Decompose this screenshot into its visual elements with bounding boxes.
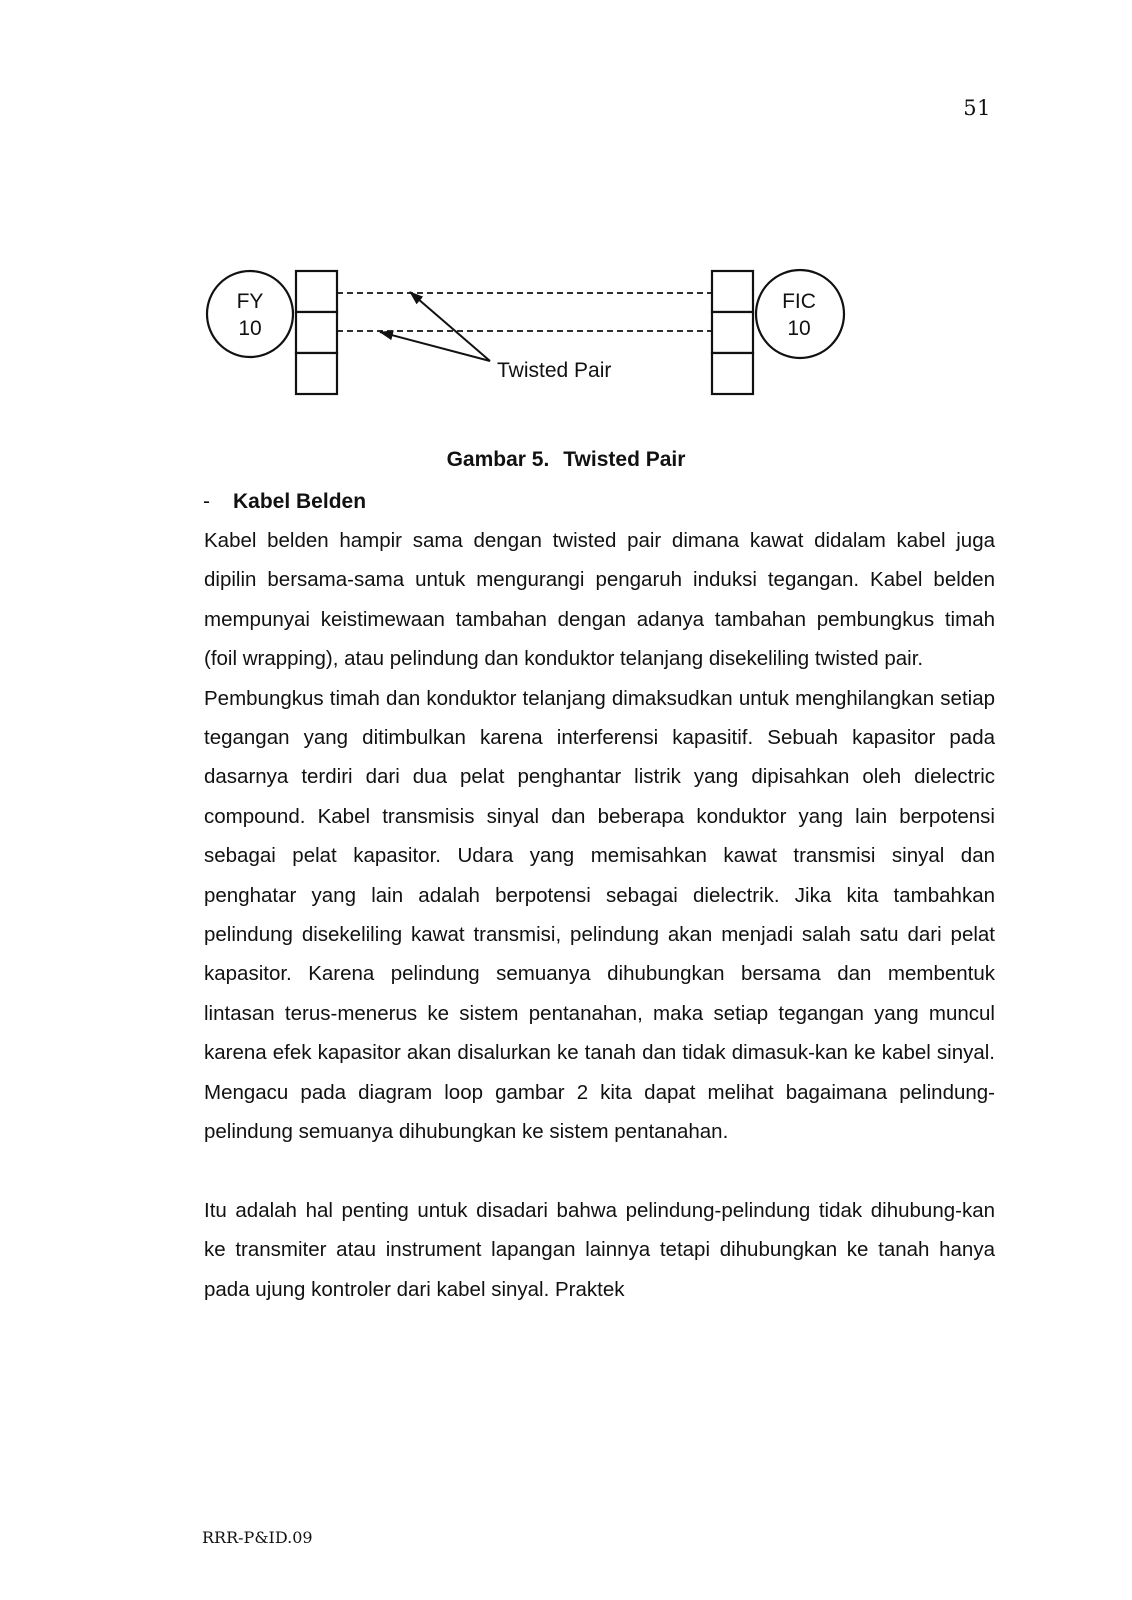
caption-title: Twisted Pair: [563, 448, 686, 471]
fic-number: 10: [787, 317, 811, 340]
body-text: [204, 521, 995, 1309]
paragraph-2: Pembungkus timah dan konduktor telanjang dimaksudkan untuk menghilangkan setiap tegangan yang ditimbulkan karena interferensi kapasitif. Sebuah kapasitor pada dasarnya terdiri dari dua pelat penghantar listrik yang dipisahkan oleh dielectric compound. Kabel transmisis sinyal dan beberapa konduktor yang lain berpotensi sebagai pelat kapasitor. Udara yang memisahkan kawat transmisi sinyal dan penghatar yang lain adalah berpotensi sebagai dielectrik. Jika kita tambahkan pelindung disekeliling kawat transmisi, pelindung akan menjadi salah satu dari pelat kapasitor. Karena pelindung semuanya dihubungkan bersama dan membentuk lintasan terus-menerus ke sistem pentanahan, maka setiap tegangan yang muncul karena efek kapasitor akan disalurkan ke tanah dan tidak dimasuk-kan ke kabel sinyal. Mengacu pada diagram loop gambar 2 kita dapat melihat bagaimana pelindung-pelindung semuanya dihubungkan ke sistem pentanahan.: [204, 686, 995, 1144]
right-terminal-block: [712, 271, 753, 394]
fy-instrument-bubble: [207, 271, 293, 357]
caption-number: Gambar 5.: [446, 448, 550, 471]
fic-instrument-bubble: [756, 270, 844, 358]
twisted-pair-label: Twisted Pair: [497, 359, 612, 382]
section-heading: [203, 490, 366, 514]
left-terminal-block: [296, 271, 337, 394]
fic-tag: FIC: [782, 290, 816, 313]
section-bullet: -: [203, 490, 210, 513]
paragraph-3: Itu adalah hal penting untuk disadari bahwa pelindung-pelindung tidak dihubung-kan ke transmiter atau instrument lapangan lainnya tetapi dihubungkan ke tanah hanya pada ujung kontroler dari kabel sinyal. Praktek: [204, 1198, 995, 1301]
fy-number: 10: [238, 317, 262, 340]
figure-caption: [0, 448, 1132, 472]
paragraph-1: Kabel belden hampir sama dengan twisted pair dimana kawat didalam kabel juga dipilin bersama-sama untuk mengurangi pengaruh induksi tegangan. Kabel belden mempunyai keistimewaan tambahan dengan adanya tambahan pembungkus timah (foil wrapping), atau pelindung dan konduktor telanjang disekeliling twisted pair.: [204, 529, 995, 671]
fy-tag: FY: [236, 290, 264, 313]
footer-code: RRR-P&ID.09: [202, 1528, 313, 1547]
page-number: 51: [963, 96, 991, 120]
section-title: Kabel Belden: [233, 490, 367, 513]
twisted-pair-diagram: [200, 268, 880, 408]
